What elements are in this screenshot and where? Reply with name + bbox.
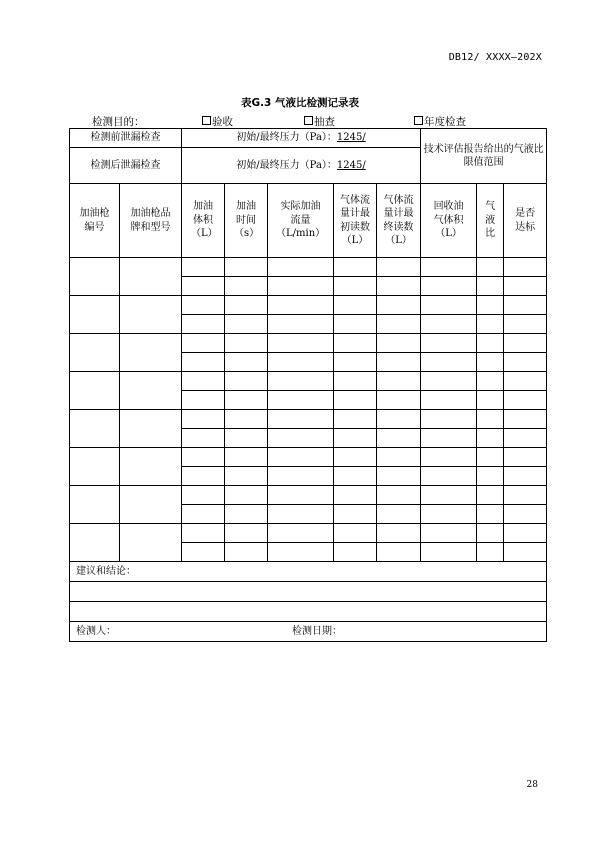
nozzle-brand-cell[interactable] xyxy=(120,296,182,334)
fuel-volume-cell[interactable] xyxy=(182,315,225,334)
recovered-gas-cell[interactable] xyxy=(421,277,477,296)
column-header-row xyxy=(70,184,547,258)
recovered-gas-cell[interactable] xyxy=(421,429,477,448)
gas-final-cell[interactable] xyxy=(377,429,421,448)
actual-flow-cell[interactable] xyxy=(268,315,334,334)
purpose-option-spot-check[interactable]: 抽查 xyxy=(304,114,335,129)
col-gas-final: 气体流量计最终读数（L） xyxy=(377,184,421,258)
actual-flow-cell[interactable] xyxy=(268,543,334,562)
table-row xyxy=(70,524,547,543)
recovered-gas-cell[interactable] xyxy=(421,334,477,353)
ratio-cell[interactable] xyxy=(477,410,504,429)
ratio-cell[interactable] xyxy=(477,353,504,372)
post-check-pressure-value[interactable]: 1245/ xyxy=(336,159,366,171)
fuel-volume-cell[interactable] xyxy=(182,448,225,467)
pass-cell[interactable] xyxy=(504,353,547,372)
suggestion-row xyxy=(70,562,547,582)
ratio-cell[interactable] xyxy=(477,258,504,277)
ratio-cell[interactable] xyxy=(477,315,504,334)
recovered-gas-cell[interactable] xyxy=(421,372,477,391)
date-label: 检测日期： xyxy=(292,626,342,637)
pass-cell[interactable] xyxy=(504,296,547,315)
col-nozzle-brand: 加油枪品牌和型号 xyxy=(120,184,182,258)
gas-initial-cell[interactable] xyxy=(334,410,377,429)
suggestion-input[interactable] xyxy=(70,582,547,602)
gas-final-cell[interactable] xyxy=(377,486,421,505)
gas-initial-cell[interactable] xyxy=(334,524,377,543)
actual-flow-cell[interactable] xyxy=(268,372,334,391)
fuel-time-cell[interactable] xyxy=(225,486,268,505)
gas-final-cell[interactable] xyxy=(377,543,421,562)
fuel-volume-cell[interactable] xyxy=(182,258,225,277)
fuel-volume-cell[interactable] xyxy=(182,353,225,372)
purpose-option-acceptance[interactable]: 验收 xyxy=(202,114,233,129)
gas-final-cell[interactable] xyxy=(377,353,421,372)
table-row xyxy=(70,334,547,353)
ratio-cell[interactable] xyxy=(477,296,504,315)
gas-final-cell[interactable] xyxy=(377,524,421,543)
col-gas-initial: 气体流量计最初读数（L） xyxy=(334,184,377,258)
table-row xyxy=(70,448,547,467)
recovered-gas-cell[interactable] xyxy=(421,410,477,429)
col-fuel-volume: 加油体积（L） xyxy=(182,184,225,258)
ratio-cell[interactable] xyxy=(477,372,504,391)
checkbox-icon[interactable] xyxy=(414,116,423,125)
gas-final-cell[interactable] xyxy=(377,505,421,524)
pass-cell[interactable] xyxy=(504,543,547,562)
purpose-label: 检测目的： xyxy=(92,116,145,128)
recovered-gas-cell[interactable] xyxy=(421,505,477,524)
pass-cell[interactable] xyxy=(504,410,547,429)
actual-flow-cell[interactable] xyxy=(268,353,334,372)
pass-cell[interactable] xyxy=(504,524,547,543)
nozzle-brand-cell[interactable] xyxy=(120,524,182,562)
fuel-time-cell[interactable] xyxy=(225,448,268,467)
nozzle-brand-cell[interactable] xyxy=(120,410,182,448)
gas-final-cell[interactable] xyxy=(377,448,421,467)
nozzle-no-cell[interactable] xyxy=(70,334,120,372)
pass-cell[interactable] xyxy=(504,429,547,448)
ratio-cell[interactable] xyxy=(477,505,504,524)
fuel-volume-cell[interactable] xyxy=(182,524,225,543)
pass-cell[interactable] xyxy=(504,505,547,524)
table-title: 表G.3 气液比检测记录表 xyxy=(240,97,360,109)
data-rows xyxy=(70,258,547,562)
nozzle-no-cell[interactable] xyxy=(70,448,120,486)
actual-flow-cell[interactable] xyxy=(268,429,334,448)
pre-check-pressure: 初始/最终压力（Pa）：1245/ xyxy=(182,129,421,148)
nozzle-no-cell[interactable] xyxy=(70,486,120,524)
fuel-volume-cell[interactable] xyxy=(182,334,225,353)
pass-cell[interactable] xyxy=(504,372,547,391)
gas-final-cell[interactable] xyxy=(377,277,421,296)
fuel-volume-cell[interactable] xyxy=(182,410,225,429)
fuel-time-cell[interactable] xyxy=(225,524,268,543)
ratio-cell[interactable] xyxy=(477,277,504,296)
fuel-time-cell[interactable] xyxy=(225,543,268,562)
fuel-time-cell[interactable] xyxy=(225,410,268,429)
col-actual-flow: 实际加油流量（L/min） xyxy=(268,184,334,258)
fuel-time-cell[interactable] xyxy=(225,467,268,486)
ratio-cell[interactable] xyxy=(477,524,504,543)
tech-eval-label: 技术评估报告给出的气液比限值范围 xyxy=(421,129,547,184)
gas-final-cell[interactable] xyxy=(377,467,421,486)
gas-initial-cell[interactable] xyxy=(334,296,377,315)
gas-initial-cell[interactable] xyxy=(334,391,377,410)
pass-cell[interactable] xyxy=(504,277,547,296)
ratio-cell[interactable] xyxy=(477,543,504,562)
fuel-volume-cell[interactable] xyxy=(182,467,225,486)
recovered-gas-cell[interactable] xyxy=(421,258,477,277)
recovered-gas-cell[interactable] xyxy=(421,296,477,315)
record-table xyxy=(69,128,547,642)
fuel-volume-cell[interactable] xyxy=(182,505,225,524)
checkbox-icon[interactable] xyxy=(202,116,211,125)
fuel-volume-cell[interactable] xyxy=(182,391,225,410)
nozzle-brand-cell[interactable] xyxy=(120,258,182,296)
suggestion-input[interactable] xyxy=(70,602,547,622)
recovered-gas-cell[interactable] xyxy=(421,543,477,562)
actual-flow-cell[interactable] xyxy=(268,296,334,315)
document-code: DB12/ XXXX—202X xyxy=(448,52,542,63)
gas-initial-cell[interactable] xyxy=(334,448,377,467)
fuel-time-cell[interactable] xyxy=(225,429,268,448)
actual-flow-cell[interactable] xyxy=(268,467,334,486)
fuel-volume-cell[interactable] xyxy=(182,372,225,391)
gas-initial-cell[interactable] xyxy=(334,277,377,296)
nozzle-brand-cell[interactable] xyxy=(120,448,182,486)
nozzle-no-cell[interactable] xyxy=(70,524,120,562)
fuel-time-cell[interactable] xyxy=(225,296,268,315)
nozzle-no-cell[interactable] xyxy=(70,258,120,296)
nozzle-brand-cell[interactable] xyxy=(120,334,182,372)
signature-cell xyxy=(70,622,547,642)
fuel-volume-cell[interactable] xyxy=(182,277,225,296)
nozzle-no-cell[interactable] xyxy=(70,372,120,410)
ratio-cell[interactable] xyxy=(477,486,504,505)
ratio-cell[interactable] xyxy=(477,429,504,448)
gas-final-cell[interactable] xyxy=(377,391,421,410)
actual-flow-cell[interactable] xyxy=(268,277,334,296)
col-pass: 是否达标 xyxy=(504,184,547,258)
pre-check-pressure-value[interactable]: 1245/ xyxy=(336,132,366,144)
gas-initial-cell[interactable] xyxy=(334,505,377,524)
gas-final-cell[interactable] xyxy=(377,334,421,353)
pass-cell[interactable] xyxy=(504,315,547,334)
recovered-gas-cell[interactable] xyxy=(421,353,477,372)
pass-cell[interactable] xyxy=(504,448,547,467)
fuel-time-cell[interactable] xyxy=(225,372,268,391)
nozzle-brand-cell[interactable] xyxy=(120,372,182,410)
col-ratio: 气液比 xyxy=(477,184,504,258)
table-row xyxy=(70,410,547,429)
actual-flow-cell[interactable] xyxy=(268,258,334,277)
table-row xyxy=(70,296,547,315)
pre-check-label: 检测前泄漏检查 xyxy=(70,129,182,148)
gas-final-cell[interactable] xyxy=(377,410,421,429)
gas-initial-cell[interactable] xyxy=(334,258,377,277)
fuel-time-cell[interactable] xyxy=(225,391,268,410)
signature-row xyxy=(70,622,547,642)
actual-flow-cell[interactable] xyxy=(268,505,334,524)
ratio-cell[interactable] xyxy=(477,448,504,467)
actual-flow-cell[interactable] xyxy=(268,448,334,467)
recovered-gas-cell[interactable] xyxy=(421,315,477,334)
suggestion-line-1 xyxy=(70,582,547,602)
post-check-label: 检测后泄漏检查 xyxy=(70,148,182,184)
fuel-volume-cell[interactable] xyxy=(182,296,225,315)
suggestion-label: 建议和结论： xyxy=(70,562,547,582)
post-check-pressure: 初始/最终压力（Pa）：1245/ xyxy=(182,148,421,184)
table-row xyxy=(70,372,547,391)
fuel-volume-cell[interactable] xyxy=(182,429,225,448)
recovered-gas-cell[interactable] xyxy=(421,486,477,505)
ratio-cell[interactable] xyxy=(477,467,504,486)
gas-final-cell[interactable] xyxy=(377,296,421,315)
actual-flow-cell[interactable] xyxy=(268,334,334,353)
ratio-cell[interactable] xyxy=(477,334,504,353)
actual-flow-cell[interactable] xyxy=(268,391,334,410)
fuel-time-cell[interactable] xyxy=(225,334,268,353)
col-fuel-time: 加油时间（s） xyxy=(225,184,268,258)
gas-initial-cell[interactable] xyxy=(334,467,377,486)
actual-flow-cell[interactable] xyxy=(268,524,334,543)
pass-cell[interactable] xyxy=(504,467,547,486)
recovered-gas-cell[interactable] xyxy=(421,524,477,543)
fuel-time-cell[interactable] xyxy=(225,505,268,524)
purpose-row xyxy=(92,114,552,128)
col-recovered-gas: 回收油气体积（L） xyxy=(421,184,477,258)
nozzle-no-cell[interactable] xyxy=(70,296,120,334)
ratio-cell[interactable] xyxy=(477,391,504,410)
table-row xyxy=(70,258,547,277)
pass-cell[interactable] xyxy=(504,258,547,277)
gas-initial-cell[interactable] xyxy=(334,372,377,391)
pass-cell[interactable] xyxy=(504,334,547,353)
actual-flow-cell[interactable] xyxy=(268,486,334,505)
nozzle-brand-cell[interactable] xyxy=(120,486,182,524)
gas-initial-cell[interactable] xyxy=(334,334,377,353)
gas-final-cell[interactable] xyxy=(377,315,421,334)
gas-initial-cell[interactable] xyxy=(334,429,377,448)
fuel-volume-cell[interactable] xyxy=(182,543,225,562)
actual-flow-cell[interactable] xyxy=(268,410,334,429)
gas-initial-cell[interactable] xyxy=(334,315,377,334)
gas-final-cell[interactable] xyxy=(377,258,421,277)
purpose-option-annual[interactable]: 年度检查 xyxy=(414,114,466,129)
pass-cell[interactable] xyxy=(504,391,547,410)
pass-cell[interactable] xyxy=(504,486,547,505)
gas-initial-cell[interactable] xyxy=(334,486,377,505)
gas-initial-cell[interactable] xyxy=(334,543,377,562)
nozzle-no-cell[interactable] xyxy=(70,410,120,448)
fuel-volume-cell[interactable] xyxy=(182,486,225,505)
checkbox-icon[interactable] xyxy=(304,116,313,125)
recovered-gas-cell[interactable] xyxy=(421,391,477,410)
col-nozzle-no: 加油枪编号 xyxy=(70,184,120,258)
fuel-time-cell[interactable] xyxy=(225,258,268,277)
page-number: 28 xyxy=(526,780,538,790)
pre-check-row xyxy=(70,129,547,148)
gas-initial-cell[interactable] xyxy=(334,353,377,372)
fuel-time-cell[interactable] xyxy=(225,315,268,334)
suggestion-line-2 xyxy=(70,602,547,622)
fuel-time-cell[interactable] xyxy=(225,353,268,372)
gas-final-cell[interactable] xyxy=(377,372,421,391)
fuel-time-cell[interactable] xyxy=(225,277,268,296)
inspector-label: 检测人： xyxy=(76,626,116,637)
recovered-gas-cell[interactable] xyxy=(421,448,477,467)
table-row xyxy=(70,486,547,505)
recovered-gas-cell[interactable] xyxy=(421,467,477,486)
